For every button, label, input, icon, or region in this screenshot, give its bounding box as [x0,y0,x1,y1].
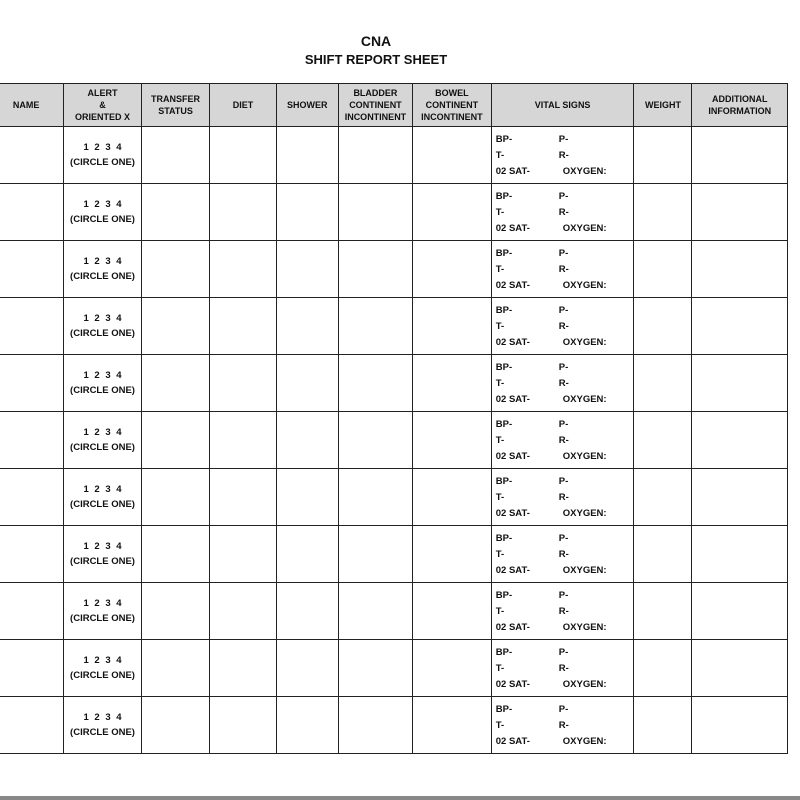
cell-bowel[interactable] [413,697,492,754]
oxygen-label: OXYGEN: [562,451,607,462]
cell-additional-information[interactable] [692,184,788,241]
header-row [0,84,788,127]
o2-sat-label: 02 SAT- [495,622,530,633]
cell-shower[interactable] [276,697,338,754]
cell-weight[interactable] [634,640,692,697]
cell-alert-oriented[interactable] [64,526,142,583]
cell-additional-information[interactable] [692,298,788,355]
cell-alert-oriented[interactable] [64,298,142,355]
o2-sat-label: 02 SAT- [495,679,530,690]
cell-transfer-status[interactable] [141,412,209,469]
cell-diet[interactable] [210,640,277,697]
cell-name[interactable] [0,583,64,640]
cell-alert-oriented[interactable] [64,469,142,526]
cell-bowel[interactable] [413,583,492,640]
table-row [0,583,788,640]
table-row [0,241,788,298]
bp-label: BP- [495,419,513,430]
cell-bowel[interactable] [413,241,492,298]
cell-name[interactable] [0,526,64,583]
resp-label: R- [558,321,569,332]
alert-level-options[interactable]: 1 2 3 4 [83,427,122,438]
cell-bladder[interactable] [338,412,412,469]
column-header-diet: DIET [210,84,277,127]
cell-alert-oriented[interactable] [64,583,142,640]
table-row [0,184,788,241]
resp-label: R- [558,492,569,503]
cell-transfer-status[interactable] [141,298,209,355]
cell-name[interactable] [0,697,64,754]
circle-one-instruction: (CIRCLE ONE) [70,271,135,282]
resp-label: R- [558,606,569,617]
resp-label: R- [558,378,569,389]
cell-diet[interactable] [210,583,277,640]
cell-transfer-status[interactable] [141,241,209,298]
bp-label: BP- [495,647,513,658]
temp-label: T- [495,720,505,731]
cell-additional-information[interactable] [692,697,788,754]
oxygen-label: OXYGEN: [562,508,607,519]
cell-weight[interactable] [634,298,692,355]
cell-alert-oriented[interactable] [64,127,142,184]
table-row [0,412,788,469]
oxygen-label: OXYGEN: [562,280,607,291]
cell-bladder[interactable] [338,583,412,640]
cell-shower[interactable] [276,583,338,640]
oxygen-label: OXYGEN: [562,166,607,177]
cell-diet[interactable] [210,412,277,469]
resp-label: R- [558,663,569,674]
cell-diet[interactable] [210,355,277,412]
cell-bowel[interactable] [413,640,492,697]
cell-bowel[interactable] [413,298,492,355]
cell-additional-information[interactable] [692,469,788,526]
table-row [0,640,788,697]
alert-level-options[interactable]: 1 2 3 4 [83,655,122,666]
alert-level-options[interactable]: 1 2 3 4 [83,256,122,267]
cell-vital-signs[interactable] [491,640,634,697]
column-header-additional-information: ADDITIONAL INFORMATION [692,84,788,127]
shift-report-table [0,83,788,754]
column-header-name: NAME [0,84,64,127]
cell-weight[interactable] [634,355,692,412]
column-header-shower: SHOWER [276,84,338,127]
pulse-label: P- [558,533,569,544]
cell-bladder[interactable] [338,697,412,754]
cell-diet[interactable] [210,469,277,526]
circle-one-instruction: (CIRCLE ONE) [70,328,135,339]
temp-label: T- [495,321,505,332]
alert-level-options[interactable]: 1 2 3 4 [83,142,122,153]
table-row [0,298,788,355]
cell-name[interactable] [0,640,64,697]
cell-vital-signs[interactable] [491,298,634,355]
cell-transfer-status[interactable] [141,127,209,184]
cell-bowel[interactable] [413,127,492,184]
o2-sat-label: 02 SAT- [495,166,530,177]
o2-sat-label: 02 SAT- [495,223,530,234]
resp-label: R- [558,150,569,161]
alert-level-options[interactable]: 1 2 3 4 [83,541,122,552]
cell-weight[interactable] [634,583,692,640]
pulse-label: P- [558,590,569,601]
cell-alert-oriented[interactable] [64,241,142,298]
cell-bladder[interactable] [338,184,412,241]
cell-alert-oriented[interactable] [64,697,142,754]
cell-transfer-status[interactable] [141,184,209,241]
cell-bladder[interactable] [338,526,412,583]
cell-diet[interactable] [210,127,277,184]
cell-weight[interactable] [634,469,692,526]
alert-level-options[interactable]: 1 2 3 4 [83,484,122,495]
alert-level-options[interactable]: 1 2 3 4 [83,370,122,381]
cell-vital-signs[interactable] [491,697,634,754]
pulse-label: P- [558,134,569,145]
bp-label: BP- [495,305,513,316]
cell-additional-information[interactable] [692,583,788,640]
resp-label: R- [558,720,569,731]
table-row [0,355,788,412]
circle-one-instruction: (CIRCLE ONE) [70,613,135,624]
cell-additional-information[interactable] [692,355,788,412]
cell-transfer-status[interactable] [141,697,209,754]
cell-name[interactable] [0,355,64,412]
cell-name[interactable] [0,127,64,184]
page-bottom-divider [0,796,800,800]
temp-label: T- [495,264,505,275]
cell-transfer-status[interactable] [141,355,209,412]
circle-one-instruction: (CIRCLE ONE) [70,385,135,396]
bp-label: BP- [495,590,513,601]
circle-one-instruction: (CIRCLE ONE) [70,442,135,453]
cell-transfer-status[interactable] [141,640,209,697]
oxygen-label: OXYGEN: [562,736,607,747]
column-header-bowel: BOWEL CONTINENT INCONTINENT [413,84,492,127]
cell-shower[interactable] [276,241,338,298]
cell-weight[interactable] [634,241,692,298]
cell-diet[interactable] [210,241,277,298]
cell-transfer-status[interactable] [141,583,209,640]
cell-name[interactable] [0,241,64,298]
cell-shower[interactable] [276,640,338,697]
o2-sat-label: 02 SAT- [495,451,530,462]
column-header-transfer-status: TRANSFER STATUS [141,84,209,127]
cell-vital-signs[interactable] [491,241,634,298]
temp-label: T- [495,435,505,446]
cell-bladder[interactable] [338,469,412,526]
alert-level-options[interactable]: 1 2 3 4 [83,598,122,609]
cell-vital-signs[interactable] [491,469,634,526]
o2-sat-label: 02 SAT- [495,565,530,576]
cell-bladder[interactable] [338,355,412,412]
cell-bowel[interactable] [413,412,492,469]
pulse-label: P- [558,647,569,658]
temp-label: T- [495,663,505,674]
bp-label: BP- [495,362,513,373]
cell-bladder[interactable] [338,127,412,184]
cell-alert-oriented[interactable] [64,184,142,241]
cell-weight[interactable] [634,697,692,754]
resp-label: R- [558,549,569,560]
o2-sat-label: 02 SAT- [495,736,530,747]
table-row [0,697,788,754]
cell-bladder[interactable] [338,241,412,298]
cell-bowel[interactable] [413,526,492,583]
form-subtitle: SHIFT REPORT SHEET [304,52,448,67]
pulse-label: P- [558,419,569,430]
circle-one-instruction: (CIRCLE ONE) [70,727,135,738]
alert-level-options[interactable]: 1 2 3 4 [83,313,122,324]
cell-vital-signs[interactable] [491,355,634,412]
oxygen-label: OXYGEN: [562,394,607,405]
alert-level-options[interactable]: 1 2 3 4 [83,712,122,723]
table-row [0,127,788,184]
column-header-vital-signs: VITAL SIGNS [491,84,634,127]
bp-label: BP- [495,533,513,544]
bp-label: BP- [495,476,513,487]
pulse-label: P- [558,248,569,259]
cell-weight[interactable] [634,412,692,469]
oxygen-label: OXYGEN: [562,622,607,633]
column-header-bladder: BLADDER CONTINENT INCONTINENT [338,84,412,127]
cell-alert-oriented[interactable] [64,355,142,412]
pulse-label: P- [558,305,569,316]
oxygen-label: OXYGEN: [562,679,607,690]
bp-label: BP- [495,134,513,145]
circle-one-instruction: (CIRCLE ONE) [70,499,135,510]
table-row [0,526,788,583]
cell-name[interactable] [0,469,64,526]
cell-alert-oriented[interactable] [64,412,142,469]
bp-label: BP- [495,248,513,259]
cell-weight[interactable] [634,184,692,241]
cell-shower[interactable] [276,127,338,184]
circle-one-instruction: (CIRCLE ONE) [70,214,135,225]
cell-shower[interactable] [276,412,338,469]
cell-bowel[interactable] [413,469,492,526]
temp-label: T- [495,150,505,161]
temp-label: T- [495,492,505,503]
temp-label: T- [495,378,505,389]
pulse-label: P- [558,704,569,715]
resp-label: R- [558,207,569,218]
cell-vital-signs[interactable] [491,184,634,241]
o2-sat-label: 02 SAT- [495,337,530,348]
temp-label: T- [495,207,505,218]
resp-label: R- [558,264,569,275]
cell-additional-information[interactable] [692,127,788,184]
cell-diet[interactable] [210,697,277,754]
o2-sat-label: 02 SAT- [495,508,530,519]
cell-name[interactable] [0,184,64,241]
cell-bowel[interactable] [413,184,492,241]
column-header-weight: WEIGHT [634,84,692,127]
temp-label: T- [495,606,505,617]
cell-transfer-status[interactable] [141,469,209,526]
circle-one-instruction: (CIRCLE ONE) [70,157,135,168]
cell-additional-information[interactable] [692,241,788,298]
resp-label: R- [558,435,569,446]
column-header-alert-oriented: ALERT & ORIENTED X [64,84,142,127]
table-row [0,469,788,526]
cell-additional-information[interactable] [692,640,788,697]
bp-label: BP- [495,704,513,715]
oxygen-label: OXYGEN: [562,565,607,576]
alert-level-options[interactable]: 1 2 3 4 [83,199,122,210]
oxygen-label: OXYGEN: [562,223,607,234]
cell-bladder[interactable] [338,298,412,355]
circle-one-instruction: (CIRCLE ONE) [70,670,135,681]
cell-shower[interactable] [276,526,338,583]
cell-shower[interactable] [276,469,338,526]
cell-name[interactable] [0,298,64,355]
circle-one-instruction: (CIRCLE ONE) [70,556,135,567]
cell-weight[interactable] [634,526,692,583]
cell-diet[interactable] [210,184,277,241]
cell-shower[interactable] [276,184,338,241]
cell-additional-information[interactable] [692,412,788,469]
o2-sat-label: 02 SAT- [495,394,530,405]
cell-transfer-status[interactable] [141,526,209,583]
cell-bladder[interactable] [338,640,412,697]
pulse-label: P- [558,362,569,373]
o2-sat-label: 02 SAT- [495,280,530,291]
cell-diet[interactable] [210,298,277,355]
pulse-label: P- [558,191,569,202]
cell-shower[interactable] [276,298,338,355]
cell-vital-signs[interactable] [491,583,634,640]
pulse-label: P- [558,476,569,487]
cell-diet[interactable] [210,526,277,583]
cell-shower[interactable] [276,355,338,412]
temp-label: T- [495,549,505,560]
bp-label: BP- [495,191,513,202]
cell-weight[interactable] [634,127,692,184]
form-title: CNA [360,33,392,49]
cell-vital-signs[interactable] [491,127,634,184]
cell-bowel[interactable] [413,355,492,412]
oxygen-label: OXYGEN: [562,337,607,348]
cell-vital-signs[interactable] [491,412,634,469]
cell-name[interactable] [0,412,64,469]
cell-alert-oriented[interactable] [64,640,142,697]
cell-vital-signs[interactable] [491,526,634,583]
cell-additional-information[interactable] [692,526,788,583]
